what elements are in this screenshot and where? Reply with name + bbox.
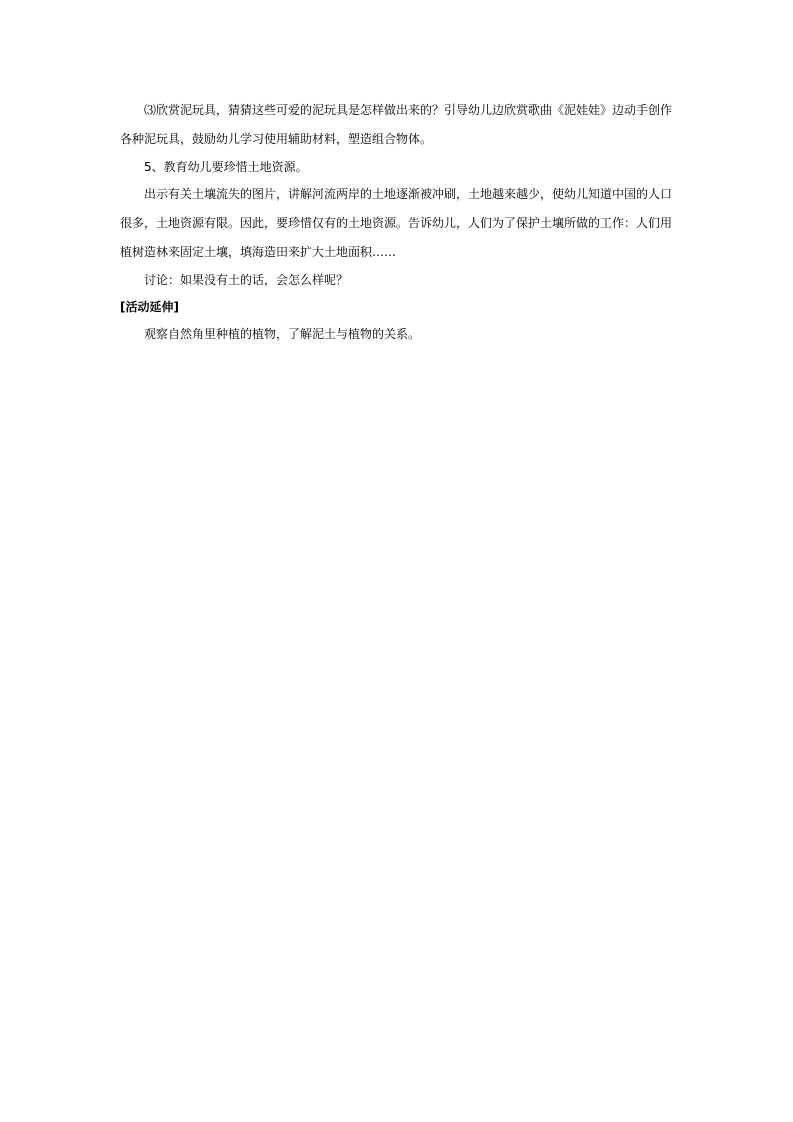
paragraph-cherish-land-title: 5、教育幼儿要珍惜土地资源。 (144, 160, 308, 174)
paragraph-soil-erosion: 出示有关土壤流失的图片，讲解河流两岸的土地逐渐被冲刷，土地越来越少，使幼儿知道中国的人口很多，土地资源有限。因此，要珍惜仅有的土地资源。告诉幼儿，人们为了保护土壤所做的工作：人们用植树造林来固定土壤，填海造田来扩大土地面积…… (120, 187, 673, 259)
paragraph-appreciate-clay-toys: ⑶欣赏泥玩具，猜猜这些可爱的泥玩具是怎样做出来的？引导幼儿边欣赏歌曲《泥娃娃》边动手创作各种泥玩具，鼓励幼儿学习使用辅助材料，塑造组合物体。 (120, 103, 673, 146)
section-heading-activity-extension: [活动延伸] (120, 300, 179, 314)
paragraph-observe-plants: 观察自然角里种植的植物，了解泥土与植物的关系。 (144, 327, 421, 341)
document-body (120, 96, 675, 347)
paragraph-discussion: 讨论：如果没有土的话，会怎么样呢？ (144, 273, 349, 287)
